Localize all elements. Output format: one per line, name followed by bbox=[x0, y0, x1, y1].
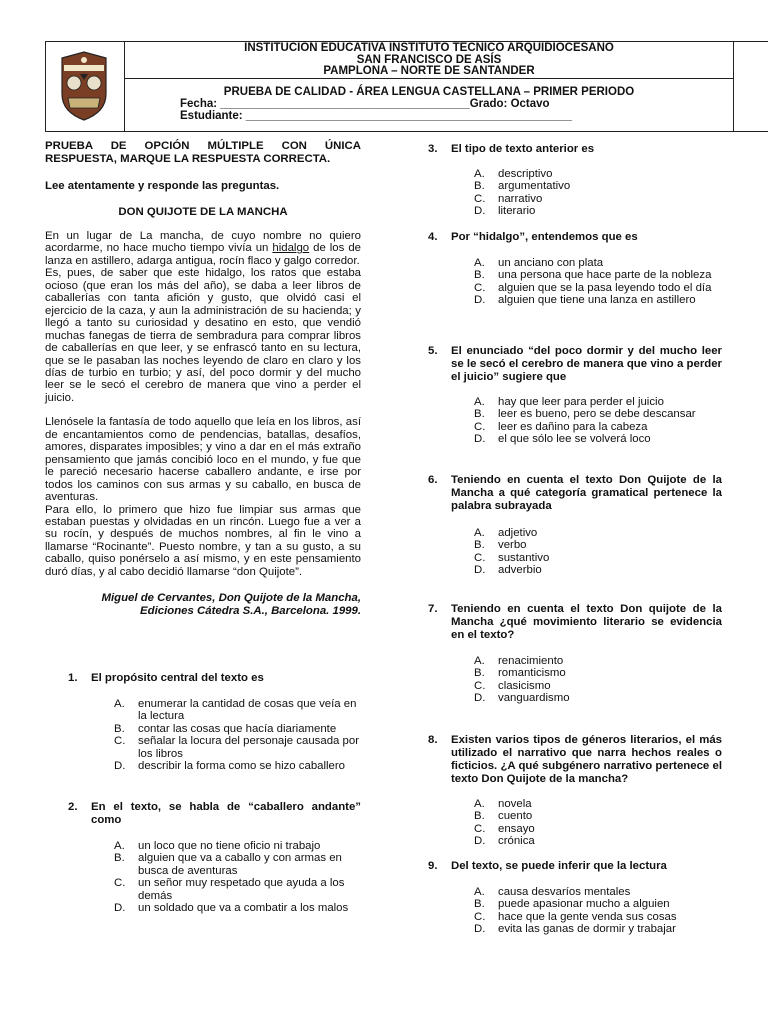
question-text: Por “hidalgo”, entendemos que es bbox=[451, 231, 638, 243]
option-text: el que sólo lee se volverá loco bbox=[498, 433, 651, 446]
option-text: ensayo bbox=[498, 822, 535, 835]
option[interactable] bbox=[474, 692, 724, 704]
option[interactable] bbox=[474, 421, 724, 433]
paragraph-1-end: de los de lanza en astillero, adarga antigua, rocín flaco y galgo corredor. bbox=[45, 242, 361, 267]
question-text: En el texto, se habla de “caballero andante” como bbox=[91, 801, 361, 826]
option[interactable] bbox=[114, 852, 364, 877]
option[interactable] bbox=[474, 911, 734, 923]
option-text: clasicismo bbox=[498, 679, 551, 692]
option[interactable] bbox=[474, 433, 724, 445]
option-text: un loco que no tiene oficio ni trabajo bbox=[138, 840, 321, 852]
question-text: El tipo de texto anterior es bbox=[451, 143, 595, 155]
option-text: sustantivo bbox=[498, 551, 550, 564]
question-number: 6. bbox=[428, 474, 438, 486]
option-text: vanguardismo bbox=[498, 692, 570, 705]
option-text: novela bbox=[498, 798, 532, 810]
option-text: señalar la locura del personaje causada por los libros bbox=[138, 735, 359, 760]
question-1 bbox=[68, 672, 361, 685]
date-grade-line: Fecha: _______________________________________Grado: Octavo bbox=[180, 98, 550, 110]
instructions: PRUEBA DE OPCIÓN MÚLTIPLE CON ÚNICA RESPUESTA, MARQUE LA RESPUESTA CORRECTA. bbox=[45, 140, 361, 165]
option-letter: A. bbox=[474, 396, 485, 408]
question-number: 3. bbox=[428, 143, 438, 155]
option-letter: A. bbox=[474, 655, 485, 667]
option[interactable] bbox=[474, 396, 724, 408]
option-letter: D. bbox=[474, 923, 486, 936]
option-letter: D. bbox=[474, 835, 486, 848]
option-text: hay que leer para perder el juicio bbox=[498, 396, 664, 408]
option-text: causa desvaríos mentales bbox=[498, 886, 631, 898]
option-letter: D. bbox=[114, 902, 126, 915]
option-text: describir la forma como se hizo caballero bbox=[138, 760, 346, 773]
option-text: cuento bbox=[498, 810, 533, 823]
option-text: alguien que va a caballo y con armas en busca de aventuras bbox=[138, 852, 342, 877]
option-text: un señor muy respetado que ayuda a los demás bbox=[138, 877, 345, 902]
question-text: Del texto, se puede inferir que la lectura bbox=[451, 860, 667, 872]
logo-cell bbox=[46, 42, 125, 131]
document-header bbox=[45, 41, 768, 132]
question-number: 7. bbox=[428, 603, 438, 615]
option-letter: C. bbox=[474, 822, 486, 835]
option-text: un soldado que va a combatir a los malos bbox=[138, 902, 349, 915]
option[interactable] bbox=[114, 735, 364, 760]
option[interactable] bbox=[474, 180, 724, 192]
exam-title: PRUEBA DE CALIDAD - ÁREA LENGUA CASTELLANA – PRIMER PERIODO bbox=[223, 86, 635, 98]
option-text: renacimiento bbox=[498, 655, 564, 667]
question-number: 9. bbox=[428, 860, 438, 872]
option-text: un anciano con plata bbox=[498, 257, 604, 269]
option-text: una persona que hace parte de la nobleza bbox=[498, 269, 712, 282]
option[interactable] bbox=[474, 798, 724, 810]
option[interactable] bbox=[474, 667, 724, 679]
citation: Miguel de Cervantes, Don Quijote de la Mancha, Ediciones Cátedra S.A., Barcelona. 1999. bbox=[101, 592, 361, 618]
option[interactable] bbox=[474, 810, 724, 822]
option-text: argumentativo bbox=[498, 180, 571, 193]
option-letter: D. bbox=[474, 692, 486, 705]
option[interactable] bbox=[474, 408, 724, 420]
option-letter: B. bbox=[474, 539, 485, 552]
option-letter: C. bbox=[474, 910, 486, 923]
option-text: literario bbox=[498, 205, 536, 218]
option[interactable] bbox=[474, 886, 734, 898]
question-5 bbox=[428, 345, 722, 384]
option-letter: A. bbox=[114, 698, 125, 710]
option[interactable] bbox=[114, 902, 364, 914]
underlined-word-hidalgo: hidalgo bbox=[272, 242, 310, 255]
option-text: descriptivo bbox=[498, 168, 553, 180]
option-text: evita las ganas de dormir y trabajar bbox=[498, 923, 676, 936]
option[interactable] bbox=[474, 205, 724, 217]
option-text: contar las cosas que hacía diariamente bbox=[138, 722, 337, 735]
option-letter: A. bbox=[474, 886, 485, 898]
exam-block bbox=[124, 79, 734, 122]
option-letter: A. bbox=[474, 798, 485, 810]
question-2 bbox=[68, 801, 361, 827]
read-instruction: Lee atentamente y responde las preguntas. bbox=[45, 180, 280, 192]
paragraph-2: Es, pues, de saber que este hidalgo, los ratos que estaba ocioso (que eran los más del año), se daba a leer libros de caballerías con tanta afición y gusto, que olvidó casi el ejercicio de la caza, y aun la administración de su hacienda; y llegó a tanto su curiosidad y desatino en esto, que vendió muchas fanegas de tierra de sembradura para comprar libros de caballerías en que leer, y se enfrascó tanto en su lectura, que se le pasaban las noches leyendo de claro en claro y los días de turbio en turbio; y así, del poco dormir y del mucho leer se le secó el cerebro de manera que vino a perder el juicio. bbox=[45, 267, 361, 404]
paragraph-3: Llenósele la fantasía de todo aquello que leía en los libros, así de encantamientos como de pendencias, batallas, desafíos, amores, disparates imposibles; y vino a dar en el más extraño pensamiento que jamás concibió loco en el mundo, y fue que le pareció necesario hacerse caballero andante, e irse por todos los caminos con sus armas y su caballo, en busca de aventuras. bbox=[45, 416, 361, 504]
option[interactable] bbox=[474, 257, 724, 269]
question-number: 5. bbox=[428, 345, 438, 357]
question-text: El enunciado “del poco dormir y del mucho leer se le secó el cerebro de manera que vino a perder el juicio” sugiere que bbox=[451, 345, 722, 383]
question-1-options bbox=[114, 698, 364, 772]
question-5-options bbox=[474, 396, 724, 446]
reading-column bbox=[45, 140, 361, 618]
question-7-options bbox=[474, 655, 724, 705]
option[interactable] bbox=[474, 835, 724, 847]
option[interactable] bbox=[474, 680, 724, 692]
option-text: puede apasionar mucho a alguien bbox=[498, 898, 670, 911]
option-letter: D. bbox=[474, 564, 486, 577]
option[interactable] bbox=[114, 698, 364, 723]
option[interactable] bbox=[114, 840, 364, 852]
option-letter: C. bbox=[474, 551, 486, 564]
option[interactable] bbox=[474, 168, 724, 180]
option[interactable] bbox=[474, 898, 734, 910]
question-8-options bbox=[474, 798, 724, 848]
option-letter: C. bbox=[474, 281, 486, 294]
student-line: Estudiante: ___________________________________________________ bbox=[180, 110, 572, 122]
option[interactable] bbox=[474, 193, 724, 205]
question-8 bbox=[428, 734, 722, 786]
option-letter: C. bbox=[114, 735, 126, 748]
option-letter: A. bbox=[114, 840, 125, 852]
option-letter: C. bbox=[114, 877, 126, 890]
paragraph-1 bbox=[45, 230, 361, 267]
option-text: alguien que se la pasa leyendo todo el día bbox=[498, 281, 712, 294]
option-letter: B. bbox=[114, 722, 125, 735]
option[interactable] bbox=[474, 923, 734, 935]
option[interactable] bbox=[474, 564, 724, 576]
option-text: adjetivo bbox=[498, 527, 538, 539]
text-title: DON QUIJOTE DE LA MANCHA bbox=[118, 206, 288, 218]
option-letter: C. bbox=[474, 420, 486, 433]
option-letter: B. bbox=[474, 408, 485, 421]
school-crest-icon bbox=[54, 50, 114, 122]
question-number: 8. bbox=[428, 734, 438, 746]
option-letter: D. bbox=[114, 760, 126, 773]
option[interactable] bbox=[474, 294, 724, 306]
option[interactable] bbox=[474, 552, 724, 564]
option[interactable] bbox=[114, 760, 364, 772]
option-letter: B. bbox=[474, 269, 485, 282]
option-letter: D. bbox=[474, 205, 486, 218]
option-letter: C. bbox=[474, 192, 486, 205]
option[interactable] bbox=[114, 877, 364, 902]
option-text: verbo bbox=[498, 539, 527, 552]
question-6-options bbox=[474, 527, 724, 577]
question-text: Existen varios tipos de géneros literarios, el más utilizado el narrativo que narra hechos reales o ficticios. ¿A qué subgénero narrativo pertenece el texto Don Quijote de la mancha? bbox=[451, 734, 722, 785]
option-letter: C. bbox=[474, 679, 486, 692]
option-letter: A. bbox=[474, 168, 485, 180]
option[interactable] bbox=[474, 269, 724, 281]
option[interactable] bbox=[474, 823, 724, 835]
question-number: 4. bbox=[428, 231, 438, 243]
option-letter: A. bbox=[474, 257, 485, 269]
option[interactable] bbox=[474, 282, 724, 294]
paragraph-1-start: En un lugar de La mancha, de cuyo nombre no quiero acordarme, no hace mucho tiempo vivía un bbox=[45, 230, 361, 255]
blank-cell bbox=[733, 42, 768, 131]
institution-patron: SAN FRANCISCO DE ASÍS bbox=[356, 53, 502, 66]
option-text: narrativo bbox=[498, 192, 543, 205]
option-text: hace que la gente venda sus cosas bbox=[498, 910, 677, 923]
institution-name: INSTITUCION EDUCATIVA INSTITUTO TECNICO ARQUIDIOCESANO bbox=[244, 42, 614, 54]
option-letter: D. bbox=[474, 433, 486, 446]
paragraph-4: Para ello, lo primero que hizo fue limpiar sus armas que estaban puestas y olvidadas en un rincón. Luego fue a ver a su rocín, y después de muchos nombres, al fin le vino a llamarse “Rocinante”. Puesto nombre, y tan a su gusto, a su caballo, quiso ponérselo a así mismo, y en este pensamiento duró días, y al cabo decidió llamarse “don Quijote”. bbox=[45, 503, 361, 578]
question-number: 1. bbox=[68, 672, 78, 684]
option-letter: B. bbox=[474, 898, 485, 911]
question-3 bbox=[428, 143, 722, 156]
option[interactable] bbox=[114, 723, 364, 735]
institution-location: PAMPLONA – NORTE DE SANTANDER bbox=[323, 65, 535, 77]
option-letter: D. bbox=[474, 294, 486, 307]
question-2-options bbox=[114, 840, 364, 914]
question-4 bbox=[428, 231, 722, 244]
question-text: Teniendo en cuenta el texto Don Quijote de la Mancha a qué categoría gramatical pertenece la palabra subrayada bbox=[451, 474, 722, 512]
option-text: alguien que tiene una lanza en astillero bbox=[498, 294, 696, 307]
question-9 bbox=[428, 860, 722, 873]
option-letter: B. bbox=[474, 667, 485, 680]
option[interactable] bbox=[474, 539, 724, 551]
question-9-options bbox=[474, 886, 734, 936]
option-text: leer es bueno, pero se debe descansar bbox=[498, 408, 696, 421]
option[interactable] bbox=[474, 655, 724, 667]
option-letter: B. bbox=[474, 180, 485, 193]
option-letter: B. bbox=[114, 852, 125, 865]
option-text: crónica bbox=[498, 835, 535, 848]
option-text: adverbio bbox=[498, 564, 542, 577]
option-text: romanticismo bbox=[498, 667, 566, 680]
option-letter: A. bbox=[474, 527, 485, 539]
option-letter: B. bbox=[474, 810, 485, 823]
option[interactable] bbox=[474, 527, 724, 539]
option-text: enumerar la cantidad de cosas que veía en la lectura bbox=[138, 698, 357, 723]
institution-block bbox=[124, 42, 734, 77]
question-text: El propósito central del texto es bbox=[91, 672, 264, 684]
question-3-options bbox=[474, 168, 724, 218]
option-text: leer es dañino para la cabeza bbox=[498, 420, 648, 433]
question-4-options bbox=[474, 257, 724, 307]
question-text: Teniendo en cuenta el texto Don quijote de la Mancha ¿qué movimiento literario se evidencia en el texto? bbox=[451, 603, 722, 641]
question-number: 2. bbox=[68, 801, 78, 813]
question-7 bbox=[428, 603, 722, 642]
question-6 bbox=[428, 474, 722, 513]
